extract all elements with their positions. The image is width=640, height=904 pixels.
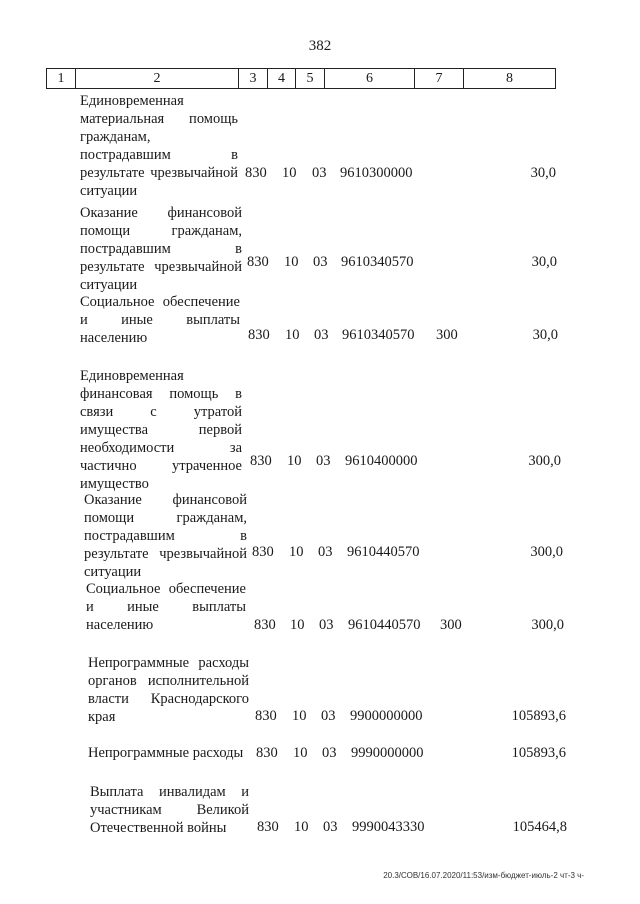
row-csr: 9610440570 — [347, 544, 420, 560]
row-rz: 10 — [293, 745, 308, 761]
row-rz: 10 — [292, 708, 307, 724]
row-csr: 9610340570 — [342, 327, 415, 343]
row-sum: 105893,6 — [511, 745, 566, 761]
row-pr: 03 — [321, 708, 336, 724]
page-number: 382 — [308, 38, 332, 54]
row-csr: 9610300000 — [340, 165, 413, 181]
row-pr: 03 — [319, 617, 334, 633]
row-description: Непрограммные расходы органов исполнительной власти Краснодарского края — [88, 655, 249, 725]
row-sum: 105464,8 — [512, 819, 567, 835]
row-ved: 830 — [250, 453, 272, 469]
row-ved: 830 — [252, 544, 274, 560]
row-vr: 300 — [440, 617, 462, 633]
column-header-8: 8 — [464, 69, 556, 89]
row-sum: 300,0 — [530, 544, 563, 560]
row-ved: 830 — [245, 165, 267, 181]
row-rz: 10 — [284, 254, 299, 270]
row-ved: 830 — [254, 617, 276, 633]
row-pr: 03 — [323, 819, 338, 835]
row-csr: 9900000000 — [350, 708, 423, 724]
column-header-2: 2 — [76, 69, 239, 89]
row-sum: 30,0 — [530, 165, 556, 181]
row-rz: 10 — [290, 617, 305, 633]
row-sum: 300,0 — [528, 453, 561, 469]
row-pr: 03 — [312, 165, 327, 181]
row-description: Оказание финансовой помощи гражданам, пострадавшим в результате чрезвычайной ситуации — [84, 492, 247, 580]
row-pr: 03 — [318, 544, 333, 560]
row-description: Единовременная материальная помощь гражданам, пострадавшим в результате чрезвычайной ситуации — [80, 93, 238, 199]
row-sum: 30,0 — [532, 327, 558, 343]
column-header-4: 4 — [268, 69, 296, 89]
column-header-1: 1 — [47, 69, 76, 89]
row-csr: 9610340570 — [341, 254, 414, 270]
row-sum: 30,0 — [531, 254, 557, 270]
row-pr: 03 — [314, 327, 329, 343]
row-description: Выплата инвалидам и участникам Великой Отечественной войны — [90, 784, 249, 836]
row-pr: 03 — [316, 453, 331, 469]
row-description: Оказание финансовой помощи гражданам, пострадавшим в результате чрезвычайной ситуации — [80, 205, 242, 293]
row-csr: 9610440570 — [348, 617, 421, 633]
row-ved: 830 — [255, 708, 277, 724]
row-vr: 300 — [436, 327, 458, 343]
row-description: Социальное обеспечение и иные выплаты населению — [86, 581, 246, 633]
row-csr: 9990043330 — [352, 819, 425, 835]
row-ved: 830 — [256, 745, 278, 761]
column-header-3: 3 — [239, 69, 268, 89]
row-pr: 03 — [313, 254, 328, 270]
row-pr: 03 — [322, 745, 337, 761]
document-footer-code: 20.3/СОВ/16.07.2020/11:53/изм-бюджет-июль-2 чт-3 ч- — [383, 871, 584, 880]
row-ved: 830 — [248, 327, 270, 343]
row-sum: 300,0 — [531, 617, 564, 633]
row-description: Единовременная финансовая помощь в связи с утратой имущества первой необходимости за частично утраченное имущество — [80, 368, 242, 492]
row-rz: 10 — [294, 819, 309, 835]
row-rz: 10 — [282, 165, 297, 181]
row-rz: 10 — [289, 544, 304, 560]
row-sum: 105893,6 — [511, 708, 566, 724]
row-rz: 10 — [285, 327, 300, 343]
row-description: Непрограммные расходы — [88, 745, 244, 761]
column-header-5: 5 — [296, 69, 325, 89]
row-ved: 830 — [247, 254, 269, 270]
column-header-7: 7 — [415, 69, 464, 89]
row-ved: 830 — [257, 819, 279, 835]
column-header-6: 6 — [325, 69, 415, 89]
row-csr: 9610400000 — [345, 453, 418, 469]
row-rz: 10 — [287, 453, 302, 469]
row-description: Социальное обеспечение и иные выплаты населению — [80, 294, 240, 346]
row-csr: 9990000000 — [351, 745, 424, 761]
